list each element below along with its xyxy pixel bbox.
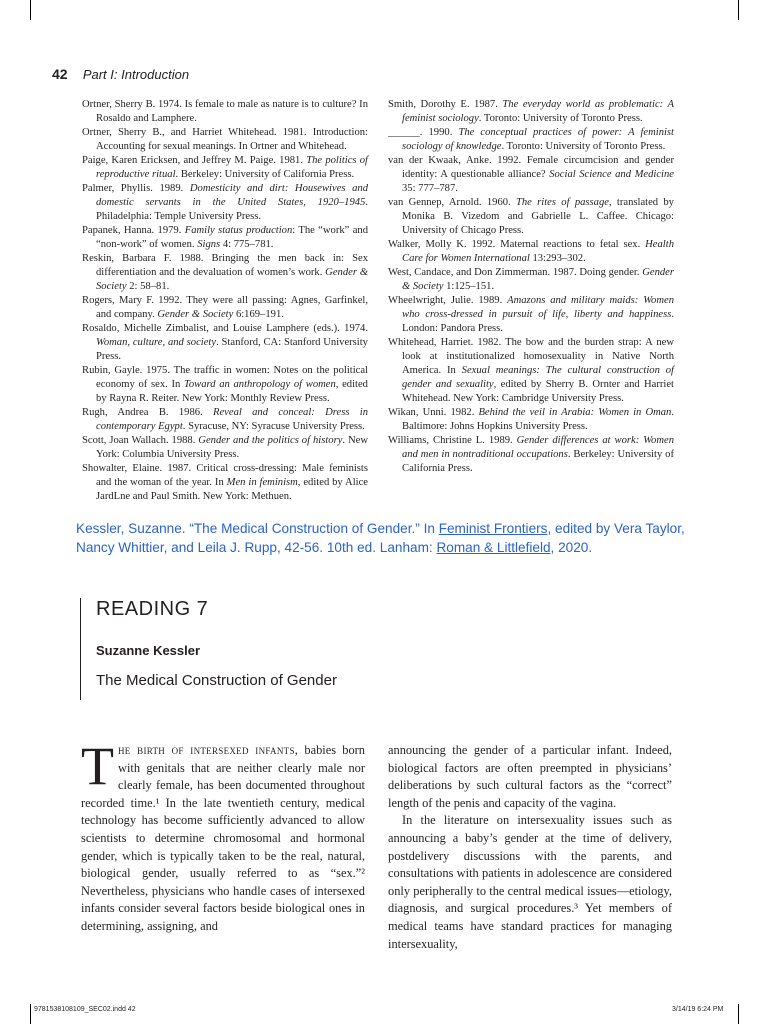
reading-rule bbox=[80, 598, 81, 700]
reference-text: Ortner, Sherry B. 1974. Is female to male as nature is to culture? In Rosaldo and Lamphere. bbox=[82, 99, 368, 124]
page-number: 42 bbox=[52, 66, 68, 82]
reference-text: Williams, Christine L. 1989. bbox=[388, 435, 517, 446]
reference-text: . Syracuse, NY: Syracuse University Press. bbox=[182, 421, 365, 432]
reference-text: . Berkeley: University of California Press. bbox=[175, 169, 355, 180]
reference-text: Walker, Molly K. 1992. Maternal reactions to fetal sex. bbox=[388, 239, 646, 250]
reference-title: The everyday world as problematic: A feminist sociology bbox=[402, 99, 674, 124]
reference-text: . Toronto: University of Toronto Press. bbox=[478, 113, 643, 124]
reference-title: Gender & Society bbox=[157, 309, 234, 320]
reference-entry bbox=[388, 294, 674, 336]
citation-annotation bbox=[76, 519, 696, 557]
reference-title: Gender and the politics of history bbox=[198, 435, 343, 446]
reference-entry bbox=[388, 266, 674, 294]
reference-title: Men in feminism bbox=[226, 477, 298, 488]
opening-smallcaps: he birth of intersexed infants, bbox=[118, 743, 299, 757]
references-left-column bbox=[82, 98, 368, 504]
reference-entry bbox=[82, 224, 368, 252]
reference-title: Woman, culture, and society bbox=[96, 337, 217, 348]
reference-text: Palmer, Phyllis. 1989. bbox=[82, 183, 190, 194]
body-paragraph bbox=[81, 736, 365, 936]
citation-prefix: Kessler, Suzanne. “The Medical Construction of Gender.” In bbox=[76, 521, 439, 536]
citation-suffix: , 2020. bbox=[550, 540, 593, 555]
body-paragraph: In the literature on intersexuality issues such as announcing a baby’s gender at the time of delivery, postdelivery discussions with the parents, and consultations with patients in adolescence are considered only peripherally to the central medical issues—etiology, diagnosis, and surgical procedures.³ Yet members of medical teams have standard practices for managing intersexuality, bbox=[388, 813, 672, 951]
article-title: The Medical Construction of Gender bbox=[96, 672, 337, 689]
part-title: Part I: Introduction bbox=[82, 67, 190, 82]
reference-entry bbox=[82, 434, 368, 462]
reference-entry bbox=[82, 364, 368, 406]
reference-text: ______. 1990. bbox=[388, 127, 459, 138]
reference-text: . Baltimore: Johns Hopkins University Press. bbox=[402, 407, 674, 432]
reference-entry bbox=[388, 154, 674, 196]
reference-entry bbox=[82, 98, 368, 126]
reference-entry bbox=[388, 434, 674, 476]
reference-text: Smith, Dorothy E. 1987. bbox=[388, 99, 503, 110]
citation-book-link[interactable]: Feminist Frontiers bbox=[438, 521, 548, 536]
reference-title: Sexual meanings: The cultural construction of gender and sexuality bbox=[402, 365, 674, 390]
crop-mark bbox=[738, 0, 739, 20]
reference-title: Gender & Society bbox=[402, 267, 674, 292]
body-left-column bbox=[81, 736, 365, 936]
reference-title: Domesticity and dirt: Housewives and domestic servants in the United States, 1920–1945 bbox=[96, 183, 368, 208]
reference-text: . Berkeley: University of California Press. bbox=[402, 449, 674, 474]
reference-text: . Toronto: University of Toronto Press. bbox=[501, 141, 666, 152]
article-author: Suzanne Kessler bbox=[96, 643, 201, 658]
reference-title: Amazons and military maids: Women who cross-dressed in pursuit of life, liberty and happiness bbox=[402, 295, 674, 320]
reference-entry bbox=[82, 294, 368, 322]
reference-text: Rogers, Mary F. 1992. They were all passing: Agnes, Garfinkel, and company. bbox=[82, 295, 368, 320]
footer-timestamp: 3/14/19 6:24 PM bbox=[672, 1006, 724, 1013]
reference-text: Scott, Joan Wallach. 1988. bbox=[82, 435, 199, 446]
reference-text: 35: 777–787. bbox=[402, 183, 458, 194]
reference-entry bbox=[388, 126, 674, 154]
reference-entry bbox=[388, 406, 674, 434]
reference-title: Reveal and conceal: Dress in contemporary Egypt bbox=[96, 407, 368, 432]
reference-text: 1:125–151. bbox=[443, 281, 495, 292]
reference-entry bbox=[388, 336, 674, 406]
reference-title: Family status production bbox=[184, 225, 293, 236]
reference-entry bbox=[82, 252, 368, 294]
reference-entry bbox=[82, 126, 368, 154]
reading-label: READING 7 bbox=[96, 598, 209, 620]
references-right-column bbox=[388, 98, 674, 476]
reference-text: , edited by Sherry B. Ornter and Harriet Whitehead. New York: Cambridge University Press. bbox=[402, 379, 674, 404]
reference-text: Whitehead, Harriet. 1982. The bow and the burden strap: A new look at institutionalized homosexuality in Native North America. In bbox=[388, 337, 674, 376]
body-right-column bbox=[388, 742, 672, 953]
reference-entry bbox=[82, 182, 368, 224]
reference-entry bbox=[82, 462, 368, 504]
reference-entry bbox=[388, 98, 674, 126]
reference-entry bbox=[82, 406, 368, 434]
reference-title: Gender & Society bbox=[96, 267, 368, 292]
reference-text: Paige, Karen Ericksen, and Jeffrey M. Paige. 1981. bbox=[82, 155, 307, 166]
reference-text: , edited by Rayna R. Reiter. New York: Monthly Review Press. bbox=[96, 379, 368, 404]
reference-entry bbox=[388, 196, 674, 238]
reference-text: Showalter, Elaine. 1987. Critical cross-dressing: Male feminists and the woman of the year. In bbox=[82, 463, 368, 488]
reference-entry bbox=[82, 322, 368, 364]
reference-text: van der Kwaak, Anke. 1992. Female circumcision and gender identity: A questionable alliance? bbox=[388, 155, 674, 180]
reference-text: 13:293–302. bbox=[529, 253, 586, 264]
body-paragraph: announcing the gender of a particular infant. Indeed, biological factors are often preempted in physicians’ deliberations by such cultural factors as the “correct” length of the penis and capacity of the vagina. bbox=[388, 743, 672, 810]
reference-text: Rosaldo, Michelle Zimbalist, and Louise Lamphere (eds.). 1974. bbox=[82, 323, 368, 334]
reference-entry bbox=[82, 154, 368, 182]
reference-text: . London: Pandora Press. bbox=[402, 309, 674, 334]
reference-text: . Stanford, CA: Stanford University Press. bbox=[96, 337, 368, 362]
reference-text: van Gennep, Arnold. 1960. bbox=[388, 197, 516, 208]
citation-publisher-link[interactable]: Roman & Littlefield bbox=[436, 540, 551, 555]
reference-title: Health Care for Women International bbox=[402, 239, 674, 264]
reference-text: . Philadelphia: Temple University Press. bbox=[96, 197, 368, 222]
reference-title: The politics of reproductive ritual bbox=[96, 155, 369, 180]
reference-title: Toward an anthropology of women bbox=[183, 379, 336, 390]
reference-title: The conceptual practices of power: A feminist sociology of knowledge bbox=[402, 127, 675, 152]
reference-text: 2: 58–81. bbox=[126, 281, 170, 292]
reference-title: Signs bbox=[197, 239, 221, 250]
drop-cap: T bbox=[81, 736, 114, 796]
reference-text: 4: 775–781. bbox=[220, 239, 274, 250]
reference-text: , edited by Alice JardLne and Paul Smith. New York: Methuen. bbox=[96, 477, 368, 502]
reference-text: Wikan, Unni. 1982. bbox=[388, 407, 479, 418]
reference-title: Gender differences at work: Women and men in nontraditional occupations bbox=[402, 435, 674, 460]
citation-middle: , edited by Vera Taylor, Nancy Whittier, and Leila J. Rupp, 42-56. 10th ed. Lanham: bbox=[76, 521, 685, 555]
reference-text: Ortner, Sherry B., and Harriet Whitehead. 1981. Introduction: Accounting for sexual meanings. In Ortner and Whitehead. bbox=[82, 127, 368, 152]
reference-title: The rites of passage bbox=[515, 197, 609, 208]
crop-mark bbox=[30, 1004, 31, 1024]
reference-text: 6:169–191. bbox=[233, 309, 284, 320]
reference-title: Social Science and Medicine bbox=[549, 169, 674, 180]
reference-text: West, Candace, and Don Zimmerman. 1987. Doing gender. bbox=[388, 267, 643, 278]
reference-text: Reskin, Barbara F. 1988. Bringing the men back in: Sex differentiation and the devaluation of women’s work. bbox=[82, 253, 368, 278]
reference-title: Behind the veil in Arabia: Women in Oman bbox=[478, 407, 672, 418]
reference-text: Wheelwright, Julie. 1989. bbox=[388, 295, 508, 306]
reference-text: Rugh, Andrea B. 1986. bbox=[82, 407, 213, 418]
reference-text: . New York: Columbia University Press. bbox=[96, 435, 368, 460]
crop-mark bbox=[738, 1004, 739, 1024]
reference-entry bbox=[388, 238, 674, 266]
reference-text: , translated by Monika B. Vizedom and Gabrielle L. Caffee. Chicago: University of Chicago Press. bbox=[402, 197, 674, 236]
paragraph-text: babies born with genitals that are neither clearly male nor clearly female, has been documented throughout recorded time.¹ In the late twentieth century, medical technology has become sufficiently advanced to allow scientists to determine chromosomal and hormonal gender, which is typically taken to be the real, natural, biological gender, usually referred to as “sex.”² Nevertheless, physicians who handle cases of intersexed infants consider several factors beside biological ones in determining, assigning, and bbox=[81, 743, 365, 933]
footer-file: 9781538108109_SEC02.indd 42 bbox=[34, 1006, 136, 1013]
reference-text: Papanek, Hanna. 1979. bbox=[82, 225, 185, 236]
running-header bbox=[52, 66, 189, 83]
crop-mark bbox=[30, 0, 31, 20]
reference-text: : The “work” and “non-work” of women. bbox=[96, 225, 368, 250]
reference-text: Rubin, Gayle. 1975. The traffic in women: Notes on the political economy of sex. In bbox=[82, 365, 368, 390]
